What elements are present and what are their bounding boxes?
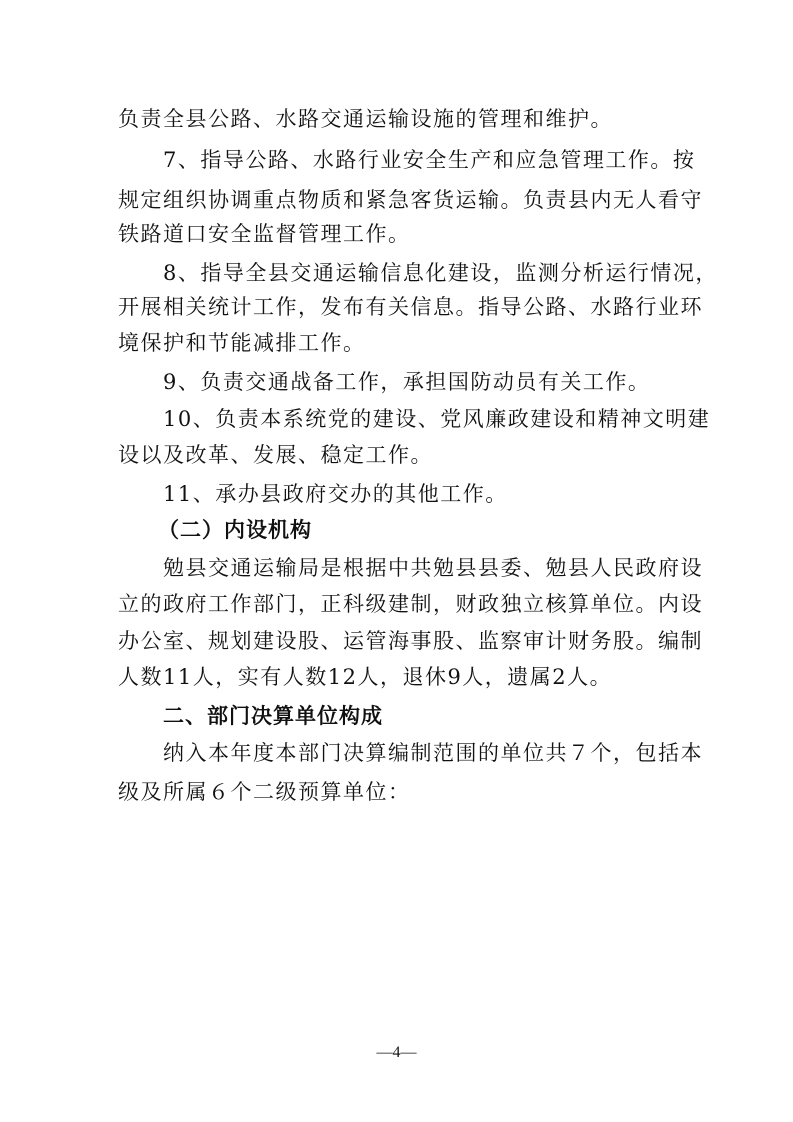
text-line: 办公室、规划建设股、运管海事股、监察审计财务股。编制 [118,629,703,653]
text-line: 10、负责本系统党的建设、党风廉政建设和精神文明建 [163,407,711,431]
text-line: 规定组织协调重点物质和紧急客货运输。负责县内无人看守 [118,188,703,212]
text-line: 勉县交通运输局是根据中共勉县县委、勉县人民政府设 [163,556,703,580]
text-line: 级及所属６个二级预算单位： [118,780,411,804]
text-line: 8、指导全县交通运输信息化建设，监测分析运行情况， [163,261,718,285]
text-line: 7、指导公路、水路行业安全生产和应急管理工作。按 [163,148,696,172]
text-line: 铁路道口安全监督管理工作。 [118,222,411,246]
text-line: 纳入本年度本部门决算编制范围的单位共７个，包括本 [163,741,703,765]
text-line: 人数11人，实有人数12人，退休9人，遗属2人。 [118,665,613,689]
text-line: 负责全县公路、水路交通运输设施的管理和维护。 [118,107,613,131]
text-line: 11、承办县政府交办的其他工作。 [163,482,508,506]
page-number: —4— [376,1044,417,1061]
text-line: 境保护和节能减排工作。 [118,331,366,355]
section-heading: 二、部门决算单位构成 [163,704,383,728]
text-line: 9、负责交通战备工作，承担国防动员有关工作。 [163,370,651,394]
text-line: 立的政府工作部门，正科级建制，财政独立核算单位。内设 [118,592,703,616]
section-heading: （二）内设机构 [158,518,312,542]
text-line: 设以及改革、发展、稳定工作。 [118,443,433,467]
text-line: 开展相关统计工作，发布有关信息。指导公路、水路行业环 [118,295,703,319]
